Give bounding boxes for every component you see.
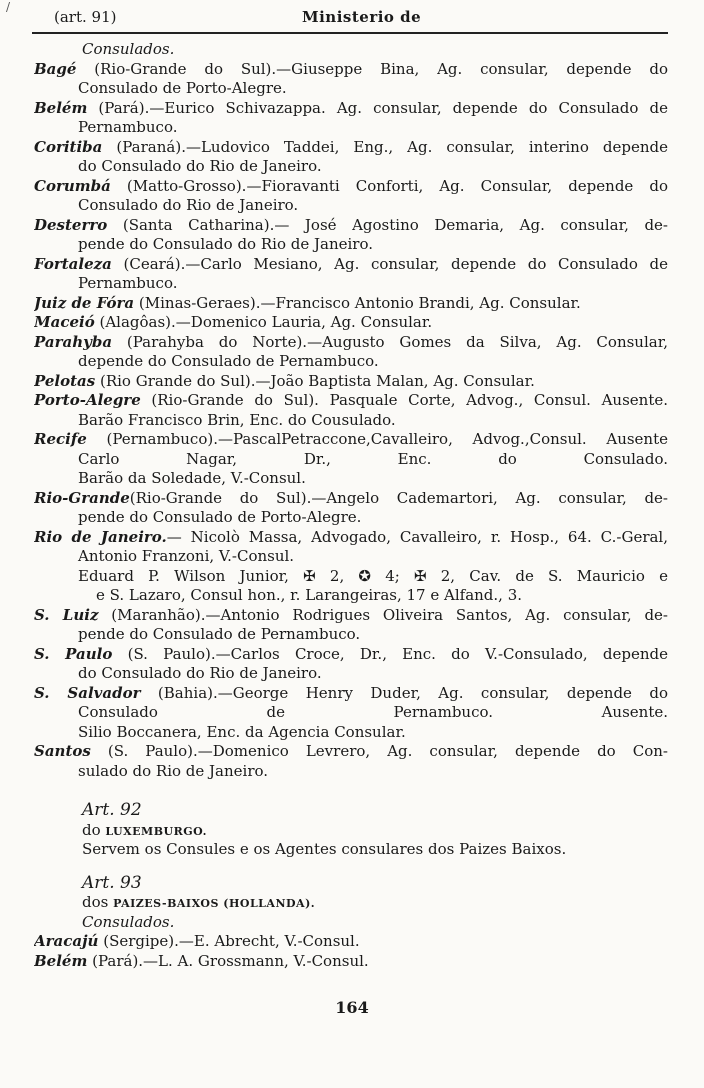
entry-line bbox=[34, 606, 668, 626]
entry-city-name: Belém bbox=[34, 98, 88, 117]
article-92-prefix: do bbox=[82, 820, 106, 839]
wilson-entry-line2: e S. Lazaro, Consul hon., r. Larangeiras, 17 e Alfand., 3. bbox=[96, 586, 523, 604]
entry-text: (Alagôas).—Domenico Lauria, Ag. Consular. bbox=[94, 313, 433, 331]
entry-text: (Rio-Grande do Sul). Pasquale Corte, Advog., Consul. Ausente. bbox=[140, 391, 668, 409]
margin-mark: / bbox=[6, 0, 11, 14]
article-93-prefix: dos bbox=[82, 893, 114, 911]
entry-text: (Pará).—L. A. Grossmann, V.-Consul. bbox=[87, 951, 369, 970]
entry-text: (Matto-Grosso).—Fioravanti Conforti, Ag. Consular, depende do bbox=[110, 176, 668, 195]
entry-continuation: Silio Boccanera, Enc. da Agencia Consular. bbox=[78, 722, 406, 741]
entry-line bbox=[34, 645, 668, 665]
entry-text: (Rio-Grande do Sul).—Giuseppe Bina, Ag. consular, depende do bbox=[76, 59, 668, 78]
entry-city-name: Maceió bbox=[34, 313, 95, 331]
entry-line bbox=[34, 138, 668, 158]
entry-text: (Paraná).—Ludovico Taddei, Eng., Ag. consular, interino depende bbox=[102, 137, 668, 156]
entry-line bbox=[34, 255, 668, 275]
entry-continuation: Consulado de Porto-Alegre. bbox=[78, 79, 287, 97]
wilson-entry-line1: Eduard P. Wilson Junior, ✠ 2, ✪ 4; ✠ 2, Cav. de S. Mauricio e bbox=[78, 566, 668, 585]
article-92-country bbox=[34, 821, 668, 841]
running-header bbox=[32, 8, 668, 32]
article-92-country-name: LUXEMBURGO. bbox=[105, 824, 207, 838]
entry-line bbox=[34, 294, 668, 314]
page-content bbox=[34, 40, 668, 971]
entry-continuation: sulado do Rio de Janeiro. bbox=[78, 761, 269, 780]
entry-city-name: S. Luiz bbox=[34, 605, 99, 624]
entry-text: (S. Paulo).—Carlos Croce, Dr., Enc. do V.-Consulado, depende bbox=[112, 644, 668, 663]
entry-line bbox=[34, 333, 668, 353]
header-rule bbox=[32, 32, 668, 34]
entry-line bbox=[34, 742, 668, 762]
entry-text: (Santa Catharina).— José Agostino Demaria, Ag. consular, de- bbox=[107, 215, 668, 234]
entry-city-name: Juiz de Fóra bbox=[34, 293, 135, 312]
entry-text: — Nicolò Massa, Advogado, Cavalleiro, r. Hosp., 64. C.-Geral, bbox=[166, 527, 668, 546]
entry-line bbox=[34, 372, 668, 392]
entry-text: (Ceará).—Carlo Mesiano, Ag. consular, depende do Consulado de bbox=[111, 254, 668, 273]
entry-line bbox=[34, 60, 668, 80]
entry-continuation: Pernambuco. bbox=[78, 118, 178, 136]
entry-city-name: Aracajú bbox=[34, 932, 99, 950]
entry-text: (Maranhão).—Antonio Rodrigues Oliveira Santos, Ag. consular, de- bbox=[98, 605, 668, 624]
entry-line bbox=[34, 952, 668, 972]
entry-line bbox=[34, 932, 668, 952]
article-92-title: Art. 92 bbox=[82, 801, 142, 820]
consulate-entries-list bbox=[34, 60, 668, 567]
section-heading: Consulados. bbox=[82, 40, 175, 58]
entry-line bbox=[34, 99, 668, 119]
entry-text: (Pará).—Eurico Schivazappa. Ag. consular, depende do Consulado de bbox=[87, 98, 668, 117]
entry-text: (Parahyba do Norte).—Augusto Gomes da Silva, Ag. Consular, bbox=[112, 332, 668, 351]
entry-continuation: Consulado do Rio de Janeiro. bbox=[78, 196, 299, 214]
article-93-heading: Consulados. bbox=[82, 912, 175, 931]
entry-city-name: Fortaleza bbox=[34, 254, 112, 273]
entry-text: (Sergipe).—E. Abrecht, V.-Consul. bbox=[98, 932, 360, 950]
entry-city-name: Parahyba bbox=[34, 332, 113, 351]
header-title: Ministerio de bbox=[302, 8, 422, 26]
entry-city-name: Recife bbox=[34, 430, 87, 448]
entry-continuation: do Consulado do Rio de Janeiro. bbox=[78, 157, 322, 175]
entry-continuation: Antonio Franzoni, V.-Consul. bbox=[78, 547, 295, 565]
entry-city-name: Pelotas bbox=[34, 371, 96, 390]
entry-city-name: Coritiba bbox=[34, 137, 103, 156]
consulate-entries-list-2 bbox=[34, 606, 668, 782]
entry-line bbox=[34, 430, 668, 450]
article-93-country-name: PAIZES-BAIXOS (HOLLANDA). bbox=[113, 897, 316, 910]
entry-text: (Rio-Grande do Sul).—Angelo Cademartori, Ag. consular, de- bbox=[129, 488, 668, 507]
entry-city-name: Santos bbox=[34, 742, 91, 760]
entry-text: (Rio Grande do Sul).—João Baptista Malan, Ag. Consular. bbox=[95, 371, 535, 390]
entry-line bbox=[34, 177, 668, 197]
entry-text: (Bahia).—George Henry Duder, Ag. consular, depende do bbox=[140, 683, 668, 702]
page-number: 164 bbox=[335, 998, 369, 1017]
entry-continuation: Barão da Soledade, V.-Consul. bbox=[78, 469, 306, 487]
article-93-title: Art. 93 bbox=[82, 873, 142, 893]
entry-line bbox=[34, 313, 668, 333]
entry-city-name: Rio-Grande bbox=[34, 488, 130, 507]
entry-text: (S. Paulo).—Domenico Levrero, Ag. consular, depende do Con- bbox=[90, 742, 668, 760]
entry-text: (Minas-Geraes).—Francisco Antonio Brandi, Ag. Consular. bbox=[134, 293, 581, 312]
entry-continuation: Consulado de Pernambuco. Ausente. bbox=[78, 703, 668, 721]
article-93-country bbox=[34, 893, 668, 913]
entry-city-name: Porto-Alegre bbox=[34, 391, 141, 409]
entry-city-name: Corumbá bbox=[34, 176, 111, 195]
article-92-text: Servem os Consules e os Agentes consulares dos Paizes Baixos. bbox=[82, 840, 567, 858]
entry-line bbox=[34, 684, 668, 704]
entry-continuation: depende do Consulado de Pernambuco. bbox=[78, 352, 379, 370]
entry-continuation: pende do Consulado de Pernambuco. bbox=[78, 625, 361, 643]
header-article-ref: (art. 91) bbox=[54, 8, 117, 26]
entry-continuation: pende do Consulado do Rio de Janeiro. bbox=[78, 235, 373, 253]
entry-city-name: S. Paulo bbox=[34, 644, 113, 663]
entry-city-name: Bagé bbox=[34, 59, 77, 78]
entry-continuation: pende do Consulado de Porto-Alegre. bbox=[78, 508, 362, 526]
entry-continuation: Pernambuco. bbox=[78, 274, 178, 292]
entry-city-name: S. Salvador bbox=[34, 683, 141, 702]
entry-line bbox=[34, 489, 668, 509]
entry-city-name: Rio de Janeiro. bbox=[34, 527, 167, 546]
entry-line bbox=[34, 216, 668, 236]
entry-line bbox=[34, 391, 668, 411]
entry-city-name: Desterro bbox=[34, 215, 108, 234]
entry-continuation: Barão Francisco Brin, Enc. do Cousulado. bbox=[78, 410, 396, 429]
consulate-entries-list-3 bbox=[34, 932, 668, 971]
entry-continuation: Carlo Nagar, Dr., Enc. do Consulado. bbox=[78, 449, 668, 468]
entry-text: (Pernambuco).—PascalPetraccone,Cavalleiro, Advog.,Consul. Ausente bbox=[86, 430, 668, 448]
entry-line bbox=[34, 528, 668, 548]
entry-continuation: do Consulado do Rio de Janeiro. bbox=[78, 664, 322, 682]
entry-city-name: Belém bbox=[34, 951, 88, 970]
